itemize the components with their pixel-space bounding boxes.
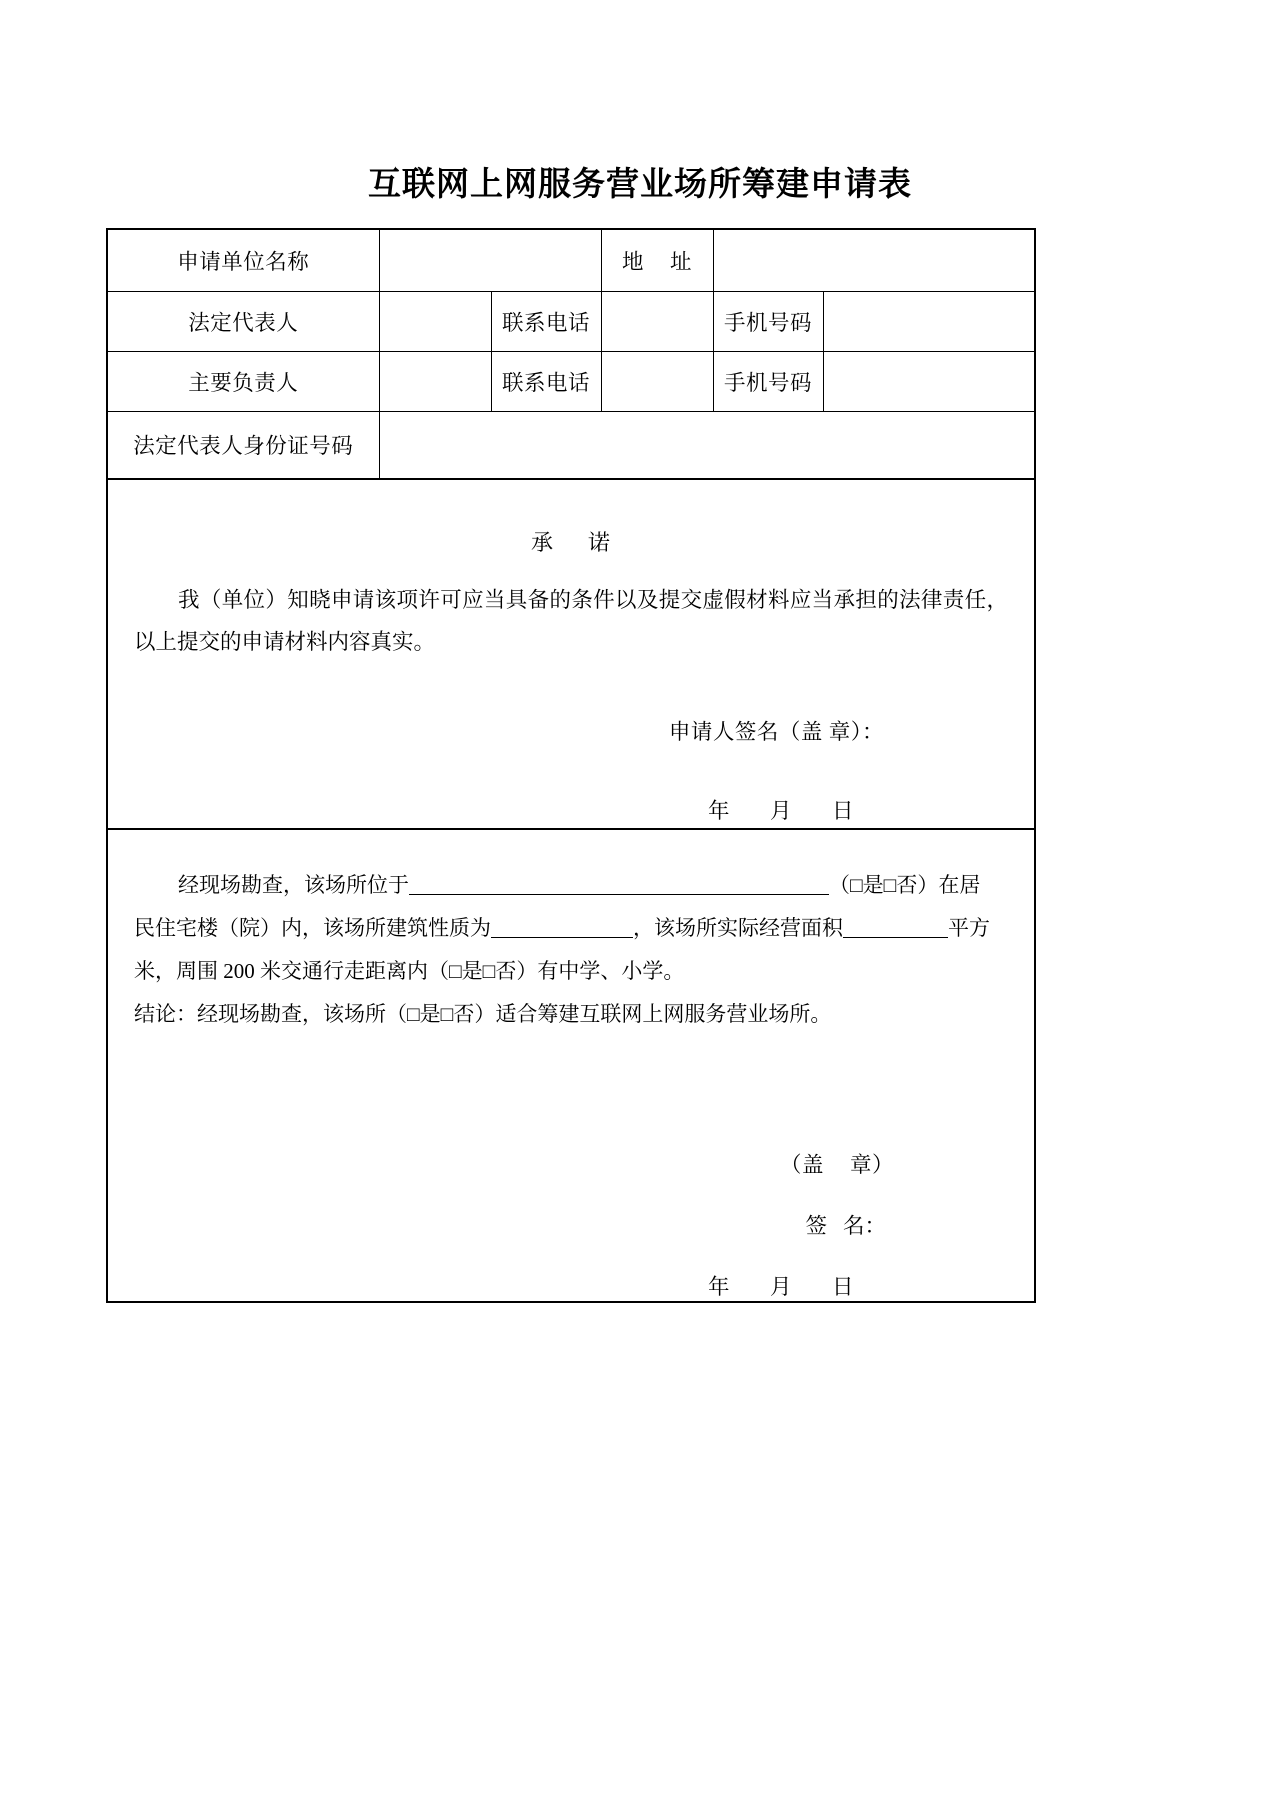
table-row-survey <box>107 829 1035 1302</box>
field-legal-rep[interactable] <box>379 291 491 351</box>
label-principal <box>107 351 379 411</box>
field-address[interactable] <box>713 229 1035 291</box>
address-label-char2: 址 <box>670 249 693 274</box>
table-row-principal <box>107 351 1035 411</box>
legal-rep-phone-label-text: 联系电话 <box>501 310 590 335</box>
promise-section <box>107 479 1035 829</box>
survey-seal-label <box>108 1148 1034 1179</box>
principal-label-text: 主要负责人 <box>188 370 299 395</box>
promise-date-month: 月 <box>770 798 792 823</box>
sign-label-part2: 名： <box>842 1214 886 1238</box>
survey-section <box>107 829 1035 1302</box>
survey-location-blank[interactable] <box>409 870 829 895</box>
promise-date-year: 年 <box>708 798 730 823</box>
field-legal-rep-phone[interactable] <box>601 291 713 351</box>
legal-rep-label-text: 法定代表人 <box>188 310 299 335</box>
survey-line-2 <box>134 907 1008 950</box>
seal-label-part2: 章） <box>849 1153 894 1177</box>
promise-heading-char2: 诺 <box>588 529 612 555</box>
applicant-signature-label: 申请人签名（盖 章）： <box>668 719 884 744</box>
survey-line2-part2: ， <box>633 916 654 940</box>
table-row-promise <box>107 479 1035 829</box>
table-row-id-number <box>107 411 1035 479</box>
label-legal-rep-phone <box>491 291 601 351</box>
table-row-legal-rep <box>107 291 1035 351</box>
survey-body <box>108 864 1034 1036</box>
principal-phone-label-text: 联系电话 <box>501 370 590 395</box>
label-principal-phone <box>491 351 601 411</box>
survey-building-nature-blank[interactable] <box>491 913 633 938</box>
label-unit-name <box>107 229 379 291</box>
form-table <box>106 228 1036 1303</box>
page-title: 互联网上网服务营业场所筹建申请表 <box>368 165 912 202</box>
survey-line-1 <box>134 864 1008 907</box>
unit-name-label-text: 申请单位名称 <box>177 249 310 274</box>
label-principal-mobile <box>713 351 823 411</box>
survey-date-month: 月 <box>770 1275 792 1299</box>
field-legal-rep-mobile[interactable] <box>823 291 1035 351</box>
survey-date-year: 年 <box>708 1275 730 1299</box>
survey-line2-part3: 该场所实际经营面积 <box>654 916 843 940</box>
label-address <box>601 229 713 291</box>
promise-body-text: 我（单位）知晓申请该项许可应当具备的条件以及提交虚假材料应当承担的法律责任，以上提交的申请材料内容真实。 <box>134 587 1008 654</box>
promise-date-day: 日 <box>832 798 854 823</box>
label-id-number <box>107 411 379 479</box>
label-legal-rep <box>107 291 379 351</box>
sign-label-part1: 签 <box>805 1214 827 1238</box>
id-number-label-text: 法定代表人身份证号码 <box>133 434 354 459</box>
promise-date-line <box>108 794 1034 825</box>
application-form-table <box>106 228 1034 1303</box>
seal-label-part1: （盖 <box>779 1153 824 1177</box>
address-label-char1: 地 <box>621 249 644 274</box>
survey-line-4-conclusion: 结论：经现场勘查，该场所（□是□否）适合筹建互联网上网服务营业场所。 <box>134 1002 832 1026</box>
label-legal-rep-mobile <box>713 291 823 351</box>
survey-line1-part1: 经现场勘查，该场所位于 <box>178 873 409 897</box>
promise-heading-char1: 承 <box>530 529 554 555</box>
field-principal-phone[interactable] <box>601 351 713 411</box>
survey-area-blank[interactable] <box>843 913 948 938</box>
survey-line1-part2: （□是□否）在居 <box>829 873 981 897</box>
principal-mobile-label-text: 手机号码 <box>723 370 812 395</box>
field-unit-name[interactable] <box>379 229 601 291</box>
promise-heading <box>108 526 1034 557</box>
field-principal[interactable] <box>379 351 491 411</box>
survey-line-3: 米，周围 200 米交通行走距离内（□是□否）有中学、小学。 <box>134 959 685 983</box>
survey-line2-part1: 民住宅楼（院）内，该场所建筑性质为 <box>134 916 491 940</box>
field-principal-mobile[interactable] <box>823 351 1035 411</box>
field-id-number-grid[interactable] <box>379 411 1035 479</box>
survey-date-day: 日 <box>832 1275 854 1299</box>
survey-signature-label <box>108 1209 1034 1240</box>
table-row-unit-name <box>107 229 1035 291</box>
legal-rep-mobile-label-text: 手机号码 <box>723 310 812 335</box>
survey-line2-part4: 平方 <box>948 916 990 940</box>
survey-date-line <box>108 1270 1034 1301</box>
